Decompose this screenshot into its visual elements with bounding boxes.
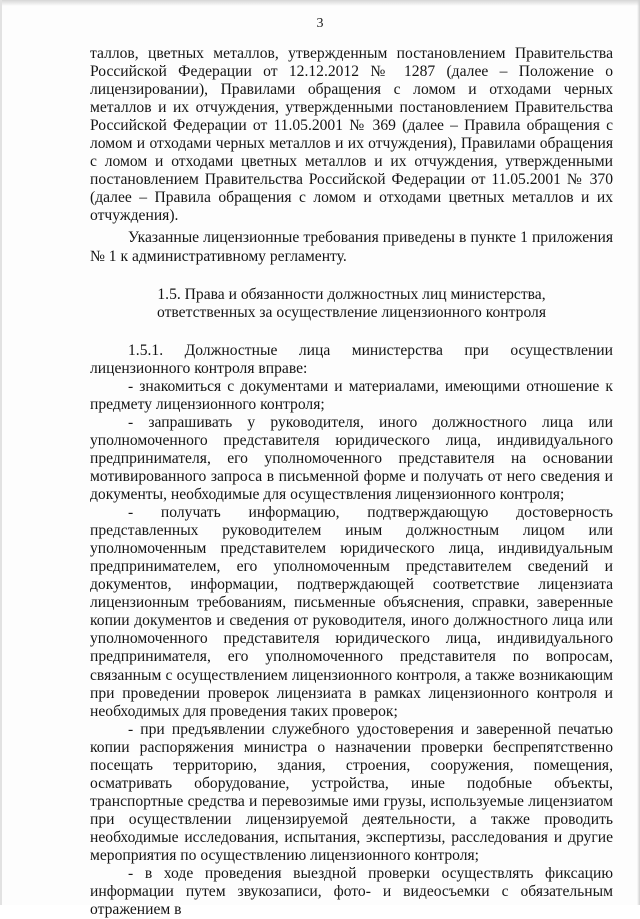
page-number: 3	[316, 16, 324, 31]
list-item-familiarize: - знакомиться с документами и материалами, имеющими отношение к предмету лицензионного контроля;	[90, 377, 613, 413]
paragraph-continuation: таллов, цветных металлов, утвержденным постановлением Правительства Российской Федерации от 12.12.2012 № 1287 (далее – Положение о лицензировании), Правилами обращения с ломом и отходами черных металлов и их отчуждения, утвержденными постановлением Правительства Российской Федерации от 11.05.2001 № 369 (далее – Правила обращения с ломом и отходами черных металлов и их отчуждения), Правилами обращения с ломом и отходами цветных металлов и их отчуждения, утвержденными постановлением Правительства Российской Федерации от 11.05.2001 № 370 (далее – Правила обращения с ломом и отходами цветных металлов и их отчуждения).	[90, 45, 613, 225]
paragraph-requirements: Указанные лицензионные требования приведены в пункте 1 приложения № 1 к административному регламенту.	[90, 229, 613, 265]
section-heading-line-2: ответственных за осуществление лицензионного контроля	[157, 303, 546, 321]
scan-edge-top	[0, 0, 640, 6]
scan-edge-left	[0, 0, 2, 905]
paragraph-1-5-1: 1.5.1. Должностные лица министерства при осуществлении лицензионного контроля вправе:	[90, 341, 613, 377]
section-heading-line-1: 1.5. Права и обязанности должностных лиц министерства,	[157, 285, 546, 303]
list-item-visit-territory: - при предъявлении служебного удостоверения и заверенной печатью копии распоряжения министра о назначении проверки беспрепятственно посещать территорию, здания, строения, сооружения, помещения, осматривать оборудование, устройства, иные подобные объекты, транспортные средства и перевозимые ими грузы, используемые лицензиатом при осуществлении лицензируемой деятельности, а также проводить необходимые исследования, испытания, экспертизы, расследования и другие мероприятия по осуществлению лицензионного контроля;	[90, 720, 613, 864]
heading-spacer-before	[90, 266, 613, 286]
list-item-record-information: - в ходе проведения выездной проверки осуществлять фиксацию информации путем звукозаписи, фото- и видеосъемки с обязательным отражением в	[90, 865, 613, 919]
list-item-obtain-information: - получать информацию, подтверждающую достоверность представленных руководителем иным должностным лицом или уполномоченным представителем юридического лица, индивидуальным предпринимателем, его уполномоченным представителем сведений и документов, информации, подтверждающей соответствие лицензиата лицензионным требованиям, письменные объяснения, справки, заверенные копии документов и сведения от руководителя, иного должностного лица или уполномоченного представителя юридического лица, индивидуального предпринимателя, его уполномоченного представителя по вопросам, связанным с осуществлением лицензионного контроля, а также возникающим при проведении проверок лицензиата в рамках лицензионного контроля и необходимых для проведения таких проверок;	[90, 504, 613, 720]
heading-spacer-after	[90, 322, 613, 342]
list-item-request: - запрашивать у руководителя, иного должностного лица или уполномоченного представителя юридического лица, индивидуального предпринимателя, его уполномоченного представителя на основании мотивированного запроса в письменной форме и получать от него сведения и документы, необходимые для осуществления лицензионного контроля;	[90, 413, 613, 504]
document-body	[90, 45, 613, 919]
